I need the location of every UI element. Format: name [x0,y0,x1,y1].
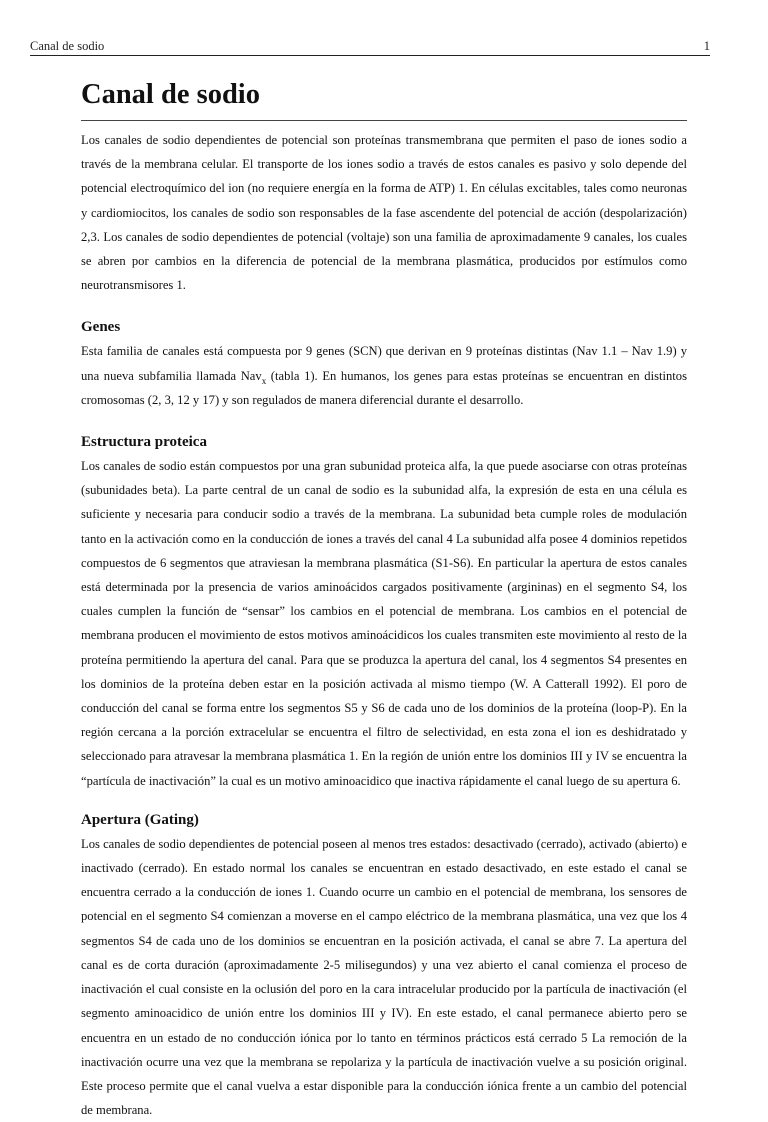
running-header [30,39,710,54]
article-title: Canal de sodio [81,73,687,121]
section-heading-apertura: Apertura (Gating) [81,811,199,828]
section-heading-estructura: Estructura proteica [81,434,207,451]
genes-text-after: (tabla 1). En humanos, los genes para estas proteínas se encuentran en distintos cromosomas (2, 3, 12 y 17) y son regulados de manera diferencial durante el desarrollo. [81,368,687,407]
page-number: 1 [703,39,710,53]
running-title: Canal de sodio [30,39,105,53]
estructura-paragraph: Los canales de sodio están compuestos por una gran subunidad proteica alfa, la que puede asociarse con otras proteínas (subunidades beta). La parte central de un canal de sodio es la subunidad alfa, la expresión de esta en una célula es suficiente y necesaria para conducir sodio a través de la membrana. La subunidad beta cumple roles de modulación tanto en la activación como en la conducción de iones a través del canal 4 La subunidad alfa posee 4 dominios repetidos compuestos de 6 segmentos que atraviesan la membrana plasmática (S1-S6). En particular la apertura de estos canales está determinada por la presencia de varios aminoácidos cargados positivamente (argininas) en el segmento S4, los cuales cumplen la función de “sensar” los cambios en el potencial de membrana. Los cambios en el potencial de membrana producen el movimiento de estos motivos aminoácidicos los cuales transmiten este movimiento al resto de la proteína permitiendo la apertura del canal. Para que se produzca la apertura del canal, los 4 segmentos S4 presentes en los dominios de la proteína deben estar en la posición activada al mismo tiempo (W. A Catterall 1992). El poro de conducción del canal se forma entre los segmentos S5 y S6 de cada uno de los dominios de la proteína (loop-P). En la región cercana a la porción extracelular se encuentra el filtro de selectividad, en esta zona el ion es deshidratado y seleccionado para atravesar la membrana plasmática 1. En la región de unión entre los dominios III y IV se encuentra la “partícula de inactivación” la cual es un motivo aminoacidico que inactiva rápidamente el canal luego de su apertura 6. [81,459,687,788]
genes-subscript: x [261,375,267,386]
apertura-paragraph: Los canales de sodio dependientes de potencial poseen al menos tres estados: desactivado (cerrado), activado (abierto) e inactivado (cerrado). En estado normal los canales se encuentran en estado desactivado, en este estado el canal se encuentra cerrado a la conducción de iones 1. Cuando ocurre un cambio en el potencial de membrana, los sensores de potencial en el segmento S4 comienzan a moverse en el campo eléctrico de la membrana plasmática, una vez que los 4 segmentos S4 de cada uno de los dominios se encuentran en la posición activada, el canal se abre 7. La apertura del canal es de corta duración (aproximadamente 2-5 milisegundos) y una vez abierto el canal comienza el proceso de inactivación el cual consiste en la oclusión del poro en la cara intracelular producido por la partícula de inactivación (el segmento aminoacidico de unión entre los dominios III y IV). En este estado, el canal permanece abierto pero se encuentra en un estado de no conducción iónica por lo tanto en términos prácticos está cerrado 5 La remoción de la inactivación ocurre una vez que la membrana se repolariza y la partícula de inactivación vuelve a su posición original. Este proceso permite que el canal vuelva a estar disponible para la conducción iónica frente a un cambio del potencial de membrana. [81,836,687,1118]
section-heading-genes: Genes [81,319,121,336]
genes-text-before: Esta familia de canales está compuesta por 9 genes (SCN) que derivan en 9 proteínas distintas (Nav 1.1 – Nav 1.9) y una nueva subfamilia llamada Nav [81,344,687,383]
genes-paragraph [81,339,687,412]
header-rule [30,55,710,56]
intro-paragraph: Los canales de sodio dependientes de potencial son proteínas transmembrana que permiten el paso de iones sodio a través de la membrana celular. El transporte de los iones sodio a través de estos canales es pasivo y solo depende del potencial electroquímico del ion (no requiere energía en la forma de ATP) 1. En células excitables, tales como neuronas y cardiomiocitos, los canales de sodio son responsables de la fase ascendente del potencial de acción (despolarización) 2,3. Los canales de sodio dependientes de potencial (voltaje) son una familia de aproximadamente 9 canales, los cuales se abren por cambios en la diferencia de potencial de la membrana plasmática, producidos por estímulos como neurotransmisores 1. [81,133,687,293]
article-body [81,73,687,1122]
